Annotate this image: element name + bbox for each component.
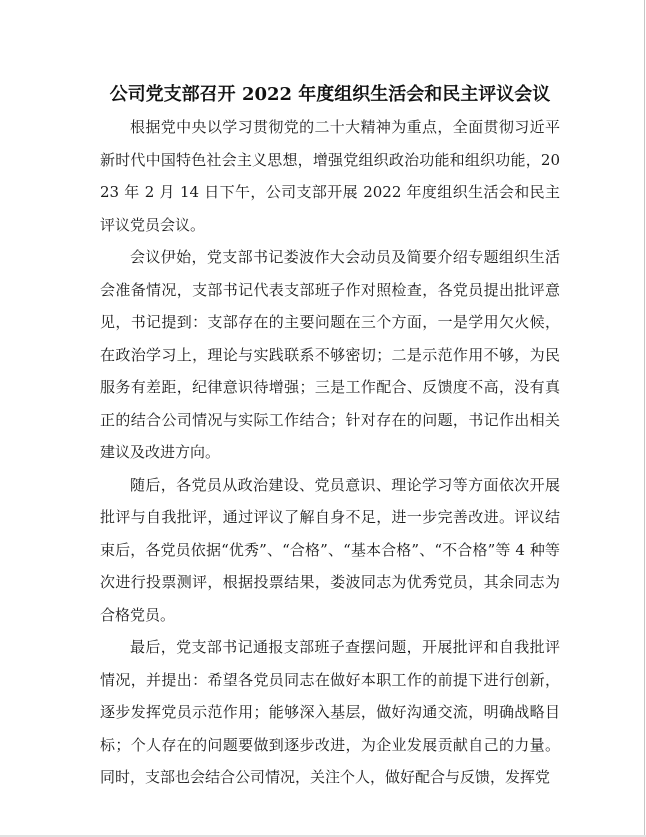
page-right-edge [644,0,645,837]
paragraph-evaluation: 随后，各党员从政治建设、党员意识、理论学习等方面依次开展批评与自我批评，通过评议了解自身不足，进一步完善改进。评议结束后，各党员依据“优秀”、“合格”、“基本合格”、“不合格”等 4 种等次进行投票测评，根据投票结果，娄波同志为优秀党员，其余同志为合格党员。 [100,475,560,624]
paragraph-intro: 根据党中央以学习贯彻党的二十大精神为重点，全面贯彻习近平新时代中国特色社会主义思想，增强党组织政治功能和组织功能，2023 年 2 月 14 日下午，公司支部开展 2022 年度组织生活会和民主评议党员会议。 [100,118,560,234]
document-title: 公司党支部召开 2022 年度组织生活会和民主评议会议 [109,84,551,105]
document-content [100,78,560,794]
paragraph-conclusion: 最后，党支部书记通报支部班子查摆问题，开展批评和自我批评情况，并提出：希望各党员同志在做好本职工作的前提下进行创新，逐步发挥党员示范作用；能够深入基层，做好沟通交流，明确战略目标；个人存在的问题要做到逐步改进，为企业发展贡献自己的力量。同时，支部也会结合公司情况，关注个人，做好配合与反馈，发挥党 [100,638,560,786]
paragraph-meeting-start: 会议伊始，党支部书记娄波作大会动员及简要介绍专题组织生活会准备情况，支部书记代表支部班子作对照检查，各党员提出批评意见，书记提到：支部存在的主要问题在三个方面，一是学用欠火候，在政治学习上，理论与实践联系不够密切；二是示范作用不够，为民服务有差距，纪律意识待增强；三是工作配合、反馈度不高，没有真正的结合公司情况与实际工作结合；针对存在的问题，书记作出相关建议及改进方向。 [100,248,560,461]
